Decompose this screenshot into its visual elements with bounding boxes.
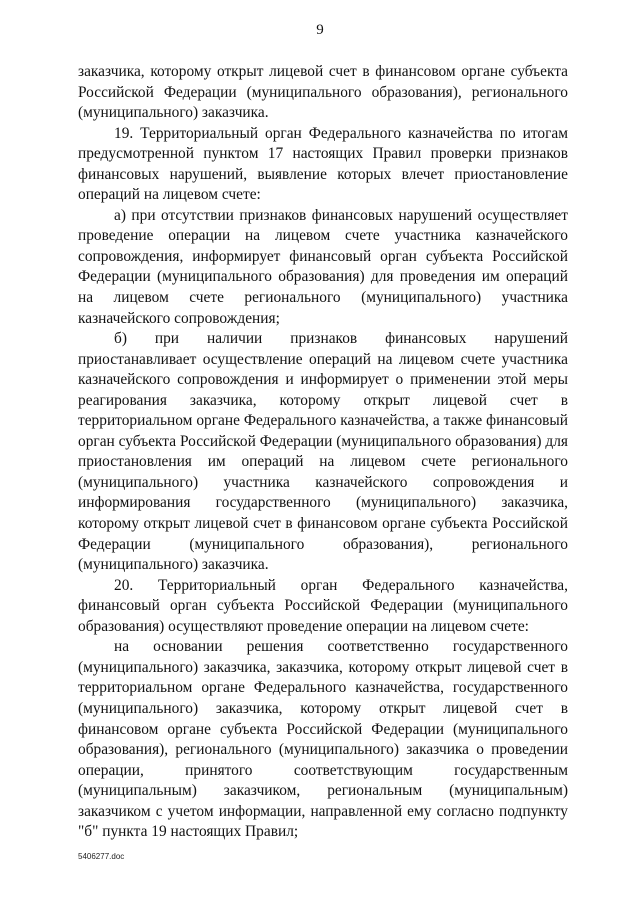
paragraph-item-19: 19. Территориальный орган Федерального казначейства по итогам предусмотренной пунктом 17 настоящих Правил проверки признаков финансовых нарушений, выявление которых влечет приостановление операций на лицевом счете: (78, 124, 568, 204)
paragraph-item-20-basis: на основании решения соответственно государственного (муниципального) заказчика, заказчика, которому открыт лицевой счет в территориальном органе Федерального казначейства, государственного (муниципального) заказчика, которому открыт лицевой счет в финансовом органе субъекта Российской Федерации (муниципального образования), регионального (муниципального) заказчика о проведении операции, принятого соответствующим государственным (муниципальным) заказчиком, региональным (муниципальным) заказчиком с учетом информации, направленной ему согласно подпункту "б" пункта 19 настоящих Правил; (78, 638, 568, 841)
paragraph-subitem-a: а) при отсутствии признаков финансовых нарушений осуществляет проведение операции на лицевом счете участника казначейского сопровождения, информирует финансовый орган субъекта Российской Федерации (муниципального образования) для проведения им операций на лицевом счете регионального (муниципального) участника казначейского сопровождения; (78, 206, 568, 327)
paragraph-subitem-b: б) при наличии признаков финансовых нарушений приостанавливает осуществление операций на лицевом счете участника казначейского сопровождения и информирует о применении этой меры реагирования заказчика, которому открыт лицевой счет в территориальном органе Федерального казначейства, а также финансовый орган субъекта Российской Федерации (муниципального образования) для приостановления им операций на лицевом счете регионального (муниципального) участника казначейского сопровождения и информирования государственного (муниципального) заказчика, которому открыт лицевой счет в финансовом органе субъекта Российской Федерации (муниципального образования), регионального (муниципального) заказчика. (78, 330, 568, 574)
paragraph-item-20: 20. Территориальный орган Федерального казначейства, финансовый орган субъекта Российской Федерации (муниципального образования) осуществляют проведение операции на лицевом счете: (78, 576, 568, 635)
paragraph-continuation: заказчика, которому открыт лицевой счет в финансовом органе субъекта Российской Федерации (муниципального образования), регионального (муниципального) заказчика. (78, 63, 568, 122)
page-number: 9 (316, 22, 324, 38)
footer-file-code: 5406277.doc (78, 852, 125, 861)
document-body (78, 62, 568, 843)
